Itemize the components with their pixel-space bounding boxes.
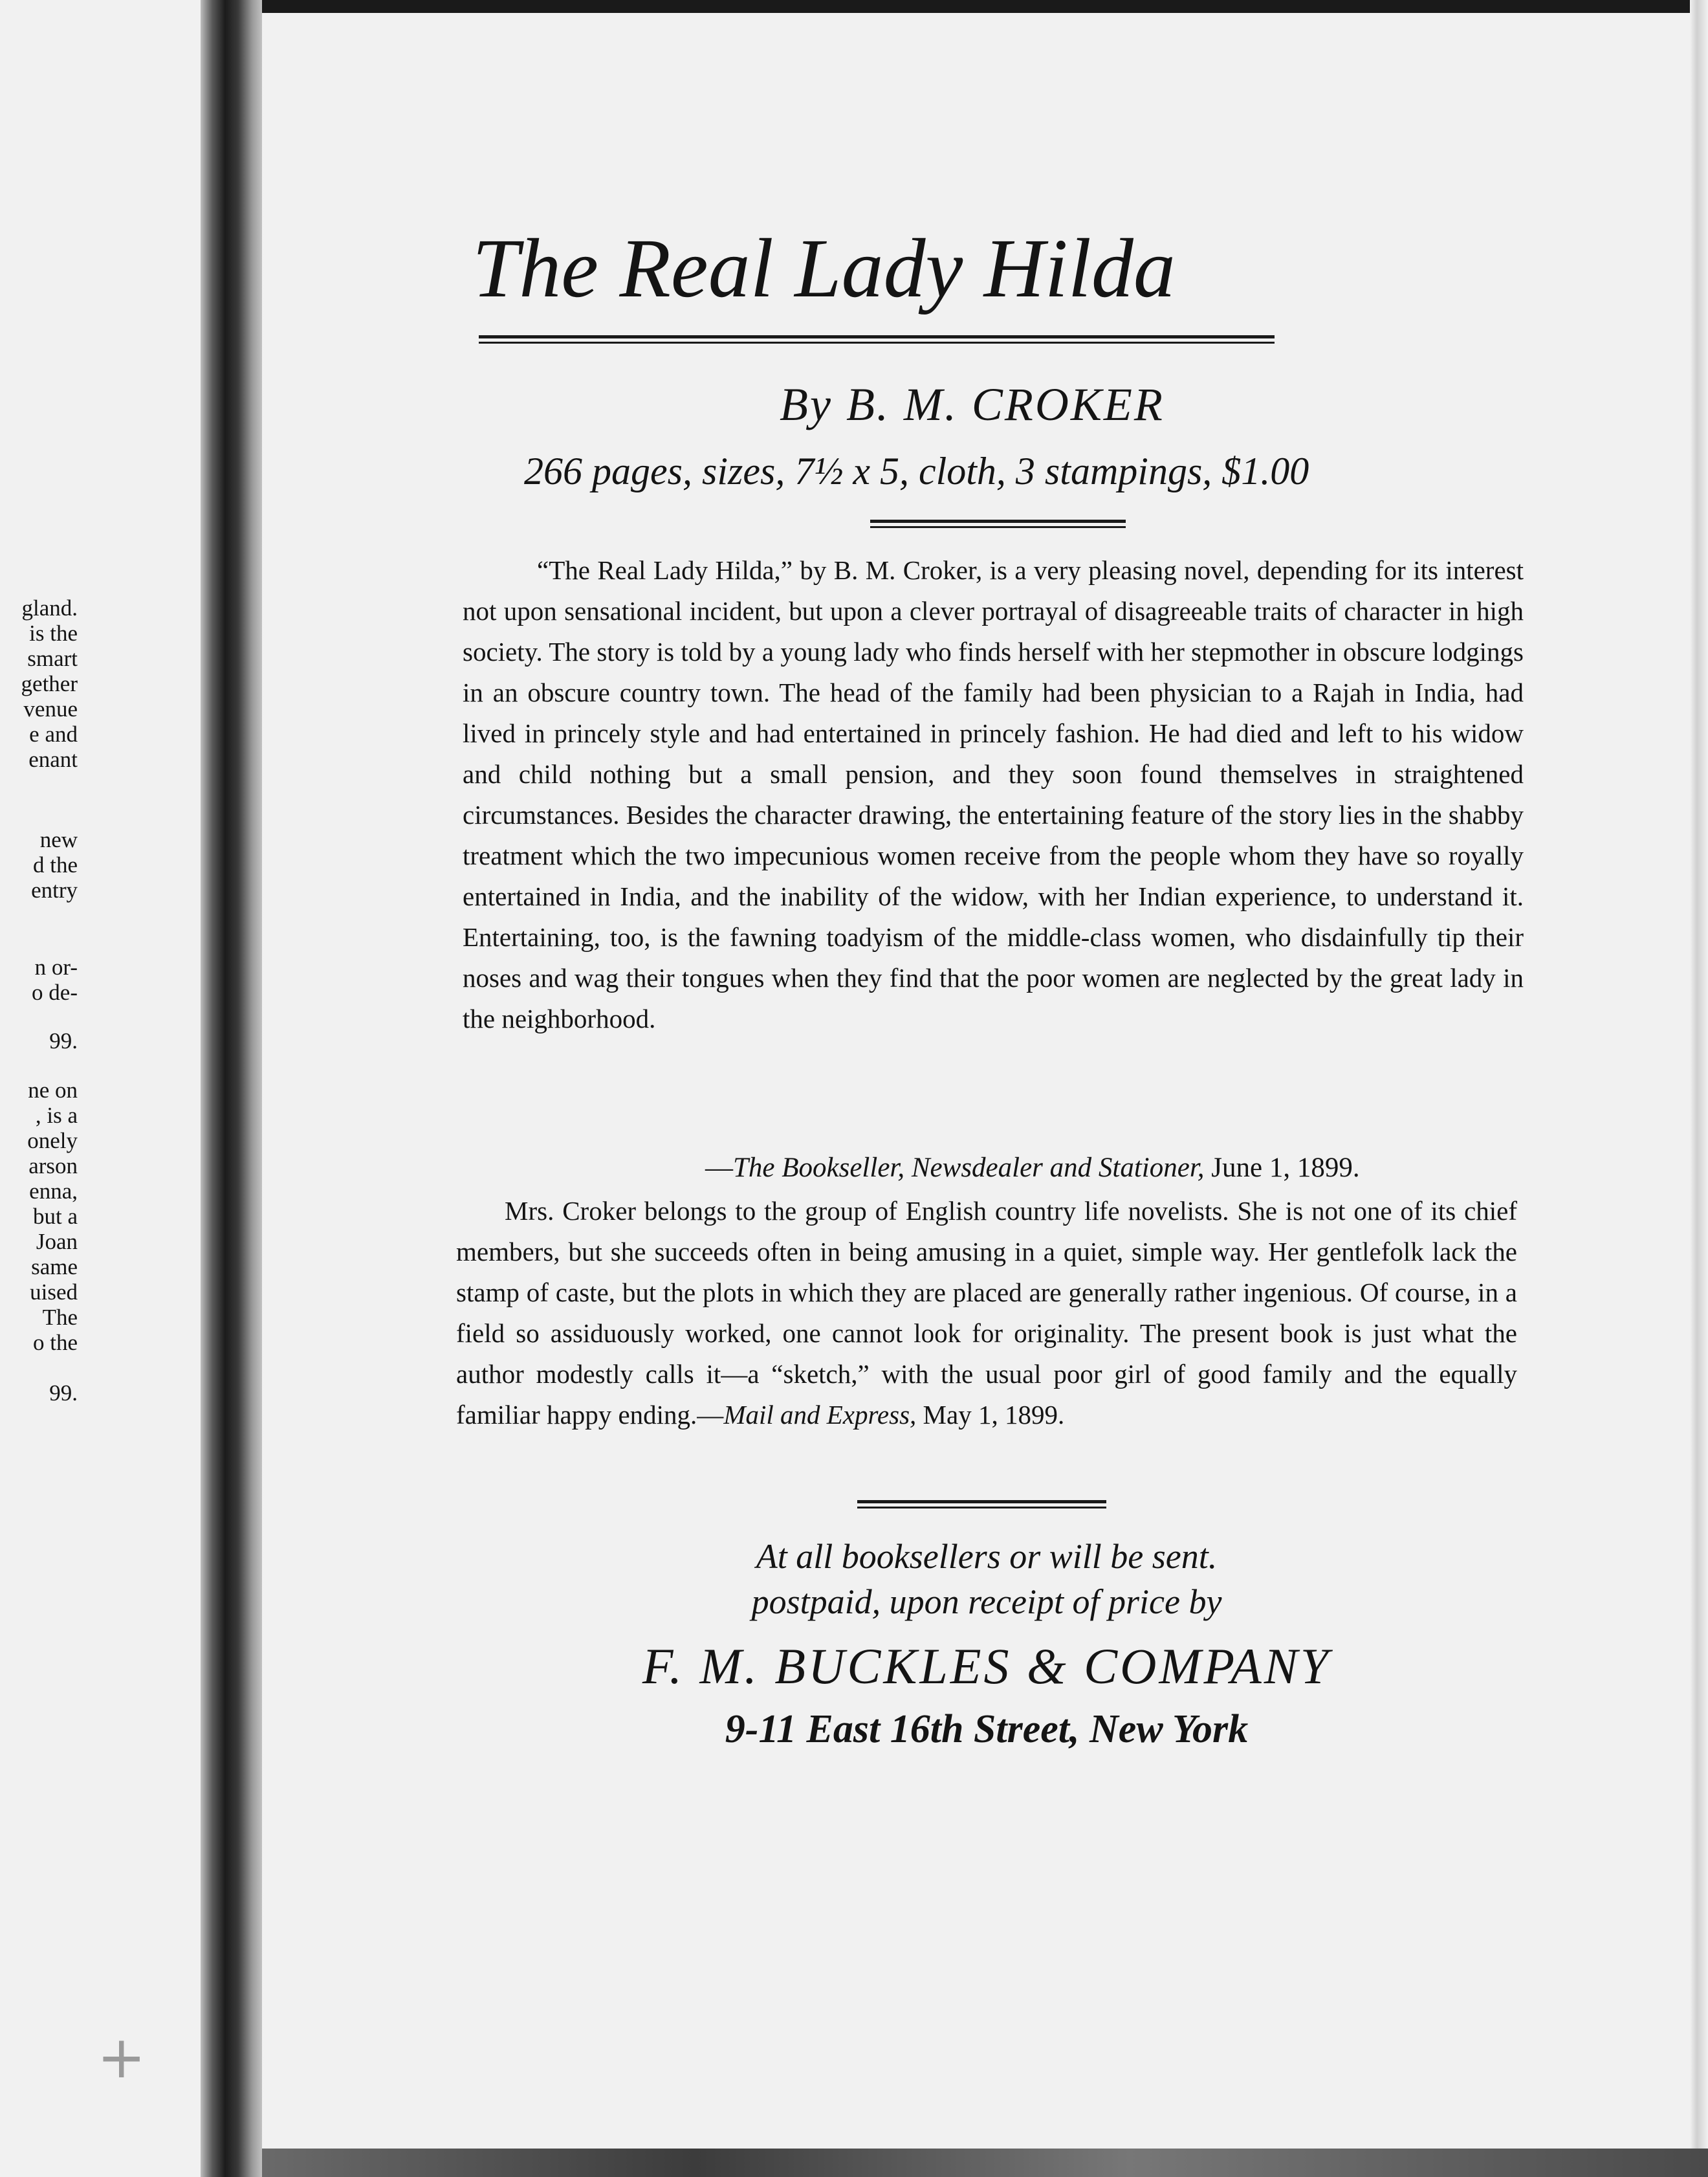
left-page-text-fragment: n or- o de- [32,955,78,1005]
availability-notice: postpaid, upon receipt of price by [751,1582,1222,1621]
review-text: Mrs. Croker belongs to the group of English country life novelists. She is not one of its chief members, but she succeeds often in being amusing in a quiet, simple way. Her gentlefolk lack the stamp of caste, but the plots in which they are placed are generally rather ingenious. Of course, in a field so assiduously worked, one cannot look for originality. The present book is just what the author modestly calls it—a “sketch,” with the usual poor girl of good family and the equally familiar happy ending.— [456,1196,1517,1430]
citation-date: June 1, 1899. [1204,1153,1360,1183]
publisher-address: 9-11 East 16th Street, New York [725,1707,1249,1751]
left-page-text-fragment: 99. [49,1028,78,1054]
page-bottom-edge [262,2149,1708,2177]
citation-publication: Mail and Express, [723,1400,917,1430]
left-page-text-fragment: ne on , is a onely arson enna, but a Joan same uised The o the [27,1077,78,1355]
section-divider-rule [857,1500,1106,1508]
review-paragraph: “The Real Lady Hilda,” by B. M. Croker, is a very pleasing novel, depending for its interest not upon sensational incident, but upon a clever portrayal of disagreeable traits of character in high society. The story is told by a young lady who finds herself with her stepmother in obscure lodgings in an obscure country town. The head of the family had been physician to a Rajah in India, had lived in princely style and had entertained in princely fashion. He had died and left to his widow and child nothing but a small pension, and they soon found themselves in straightened circumstances. Besides the character drawing, the entertaining feature of the story lies in the shabby treatment which the two impecunious women receive from the people whom they have so royally entertained in India, and the inability of the widow, with her Indian experience, to understand it. Entertaining, too, is the fawning toadyism of the middle-class women, who disdainfully tip their noses and wag their tongues when they find that the poor women are neglected by the great lady in the neighborhood. [463,555,1524,1033]
section-divider-rule [870,520,1126,528]
page-right-edge [1690,0,1708,2177]
review-citation [705,1149,1482,1188]
advertisement-page [262,0,1708,2177]
registration-mark-icon: + [97,2024,146,2092]
availability-notice: At all booksellers or will be sent. [756,1537,1218,1576]
publisher-name: F. M. BUCKLES & COMPANY [642,1638,1331,1694]
book-title: The Real Lady Hilda [472,222,1176,315]
citation-dash: — [705,1153,733,1183]
left-page-text-fragment: gland. is the smart gether venue e and enant [21,595,78,772]
title-underline-rule [479,335,1275,344]
citation-publication: The Bookseller, Newsdealer and Stationer, [733,1153,1205,1183]
page-top-edge [262,0,1708,13]
citation-date: May 1, 1899. [916,1400,1065,1430]
left-page-text-fragment: new d the entry [31,827,78,903]
left-page [0,0,233,2177]
author-byline: By B. M. CROKER [780,379,1165,430]
left-page-text-fragment: 99. [49,1380,78,1406]
book-spine-gutter [201,0,265,2177]
book-specifications: 266 pages, sizes, 7½ x 5, cloth, 3 stampings, $1.00 [524,450,1309,492]
review-paragraph [456,1191,1517,1435]
